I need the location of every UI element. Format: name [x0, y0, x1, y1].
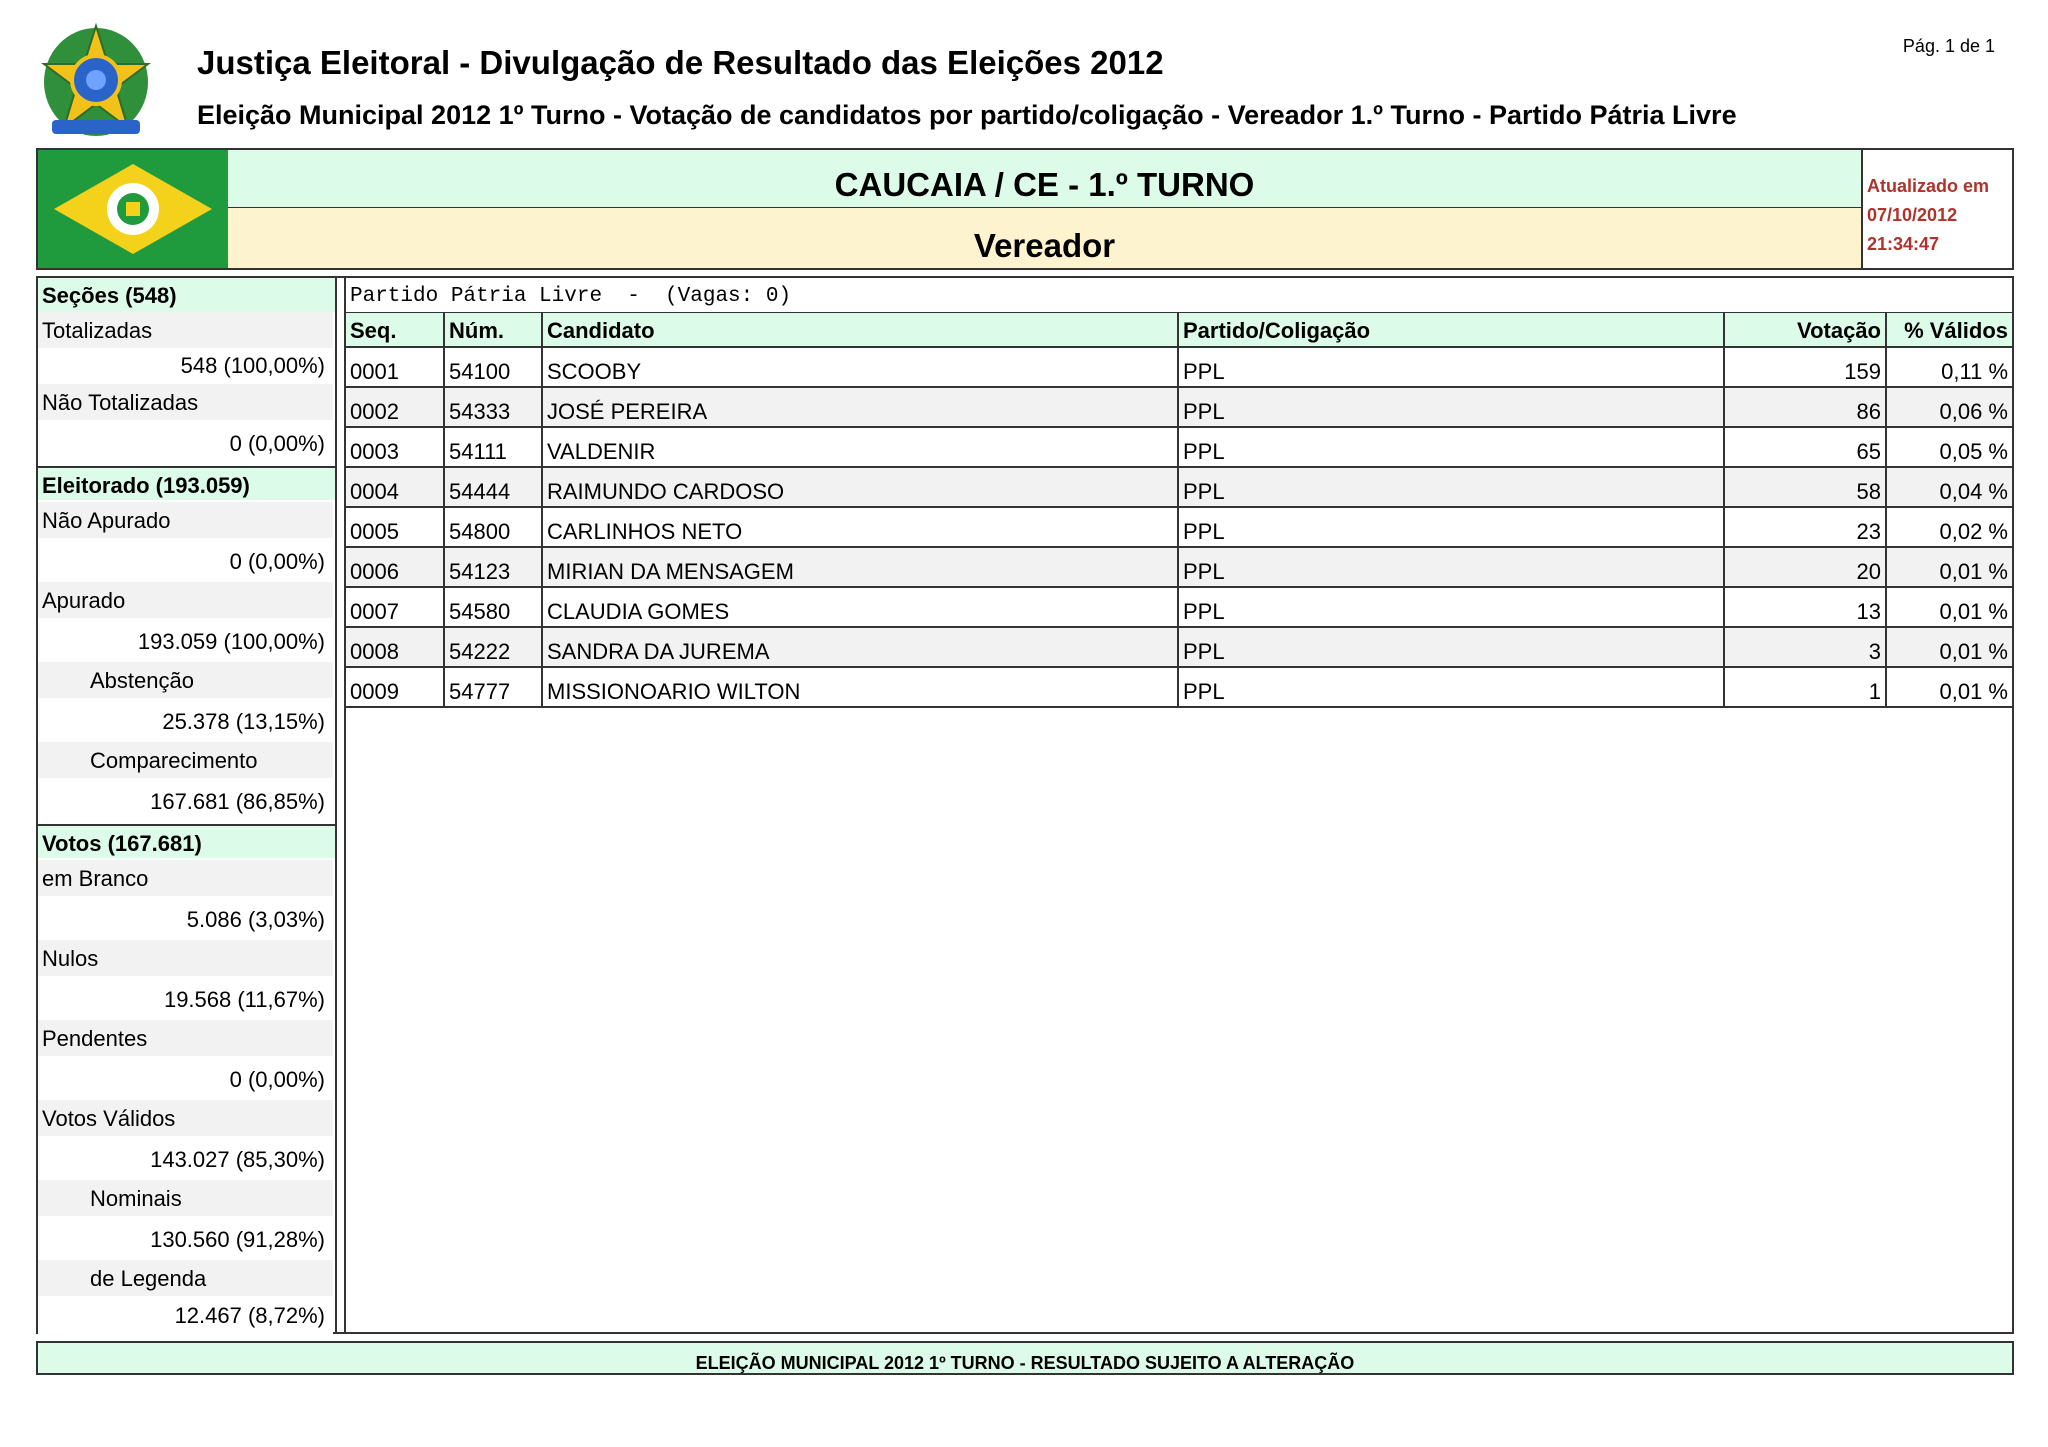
update-date: 07/10/2012 [1867, 205, 1958, 225]
cell-candidato: SANDRA DA JUREMA [542, 627, 1178, 667]
cell-num: 54580 [444, 587, 542, 627]
cell-num: 54444 [444, 467, 542, 507]
election-banner [36, 148, 2014, 270]
totalizadas-value: 548 (100,00%) [38, 348, 333, 384]
cell-partido: PPL [1178, 587, 1724, 627]
cell-partido: PPL [1178, 667, 1724, 707]
cell-votacao: 86 [1724, 387, 1886, 427]
cell-seq: 0007 [346, 587, 444, 627]
update-time: 21:34:47 [1867, 234, 1940, 254]
update-info [1861, 150, 2012, 268]
table-body [346, 347, 2012, 707]
page-number: Pág. 1 de 1 [1902, 36, 1995, 56]
validos-value: 143.027 (85,30%) [38, 1142, 333, 1178]
secoes-heading: Seções (548) [38, 278, 335, 312]
col-partido: Partido/Coligação [1178, 313, 1724, 347]
cell-candidato: JOSÉ PEREIRA [542, 387, 1178, 427]
nulos-value: 19.568 (11,67%) [38, 982, 333, 1018]
table-row [346, 587, 2012, 627]
cell-validos: 0,01 % [1886, 547, 2012, 587]
footer-notice: ELEIÇÃO MUNICIPAL 2012 1º TURNO - RESULTADO SUJEITO A ALTERAÇÃO [36, 1341, 2014, 1375]
pendentes-label: Pendentes [38, 1020, 333, 1056]
nominais-label: Nominais [38, 1180, 333, 1216]
cell-candidato: MIRIAN DA MENSAGEM [542, 547, 1178, 587]
candidates-table [346, 312, 2012, 708]
cell-votacao: 159 [1724, 347, 1886, 387]
cell-seq: 0006 [346, 547, 444, 587]
votos-heading: Votos (167.681) [38, 824, 335, 858]
cell-validos: 0,05 % [1886, 427, 2012, 467]
col-candidato: Candidato [542, 313, 1178, 347]
cell-partido: PPL [1178, 347, 1724, 387]
cell-num: 54800 [444, 507, 542, 547]
table-row [346, 427, 2012, 467]
cell-num: 54111 [444, 427, 542, 467]
validos-label: Votos Válidos [38, 1100, 333, 1136]
cell-validos: 0,06 % [1886, 387, 2012, 427]
table-row [346, 347, 2012, 387]
cell-votacao: 58 [1724, 467, 1886, 507]
cell-votacao: 23 [1724, 507, 1886, 547]
cell-candidato: SCOOBY [542, 347, 1178, 387]
apurado-label: Apurado [38, 582, 333, 618]
office-title: Vereador [228, 208, 1861, 268]
cell-seq: 0004 [346, 467, 444, 507]
comparecimento-label: Comparecimento [38, 742, 333, 778]
table-row [346, 467, 2012, 507]
eleitorado-heading: Eleitorado (193.059) [38, 466, 335, 500]
col-votacao: Votação [1724, 313, 1886, 347]
results-frame [36, 276, 2014, 1334]
nao-apurado-value: 0 (0,00%) [38, 544, 333, 580]
pendentes-value: 0 (0,00%) [38, 1062, 333, 1098]
branco-label: em Branco [38, 860, 333, 896]
nominais-value: 130.560 (91,28%) [38, 1222, 333, 1258]
col-seq: Seq. [346, 313, 444, 347]
cell-votacao: 13 [1724, 587, 1886, 627]
cell-validos: 0,01 % [1886, 627, 2012, 667]
page-subtitle: Eleição Municipal 2012 1º Turno - Votação de candidatos por partido/coligação - Vereador 1.º Turno - Partido Pátria Livre [197, 100, 1737, 130]
cell-seq: 0005 [346, 507, 444, 547]
abstencao-value: 25.378 (13,15%) [38, 704, 333, 740]
cell-num: 54333 [444, 387, 542, 427]
cell-partido: PPL [1178, 627, 1724, 667]
cell-seq: 0003 [346, 427, 444, 467]
comparecimento-value: 167.681 (86,85%) [38, 784, 333, 820]
nao-totalizadas-value: 0 (0,00%) [38, 426, 333, 462]
cell-validos: 0,11 % [1886, 347, 2012, 387]
cell-candidato: MISSIONOARIO WILTON [542, 667, 1178, 707]
cell-seq: 0008 [346, 627, 444, 667]
cell-votacao: 20 [1724, 547, 1886, 587]
abstencao-label: Abstenção [38, 662, 333, 698]
table-row [346, 547, 2012, 587]
cell-seq: 0009 [346, 667, 444, 707]
nulos-label: Nulos [38, 940, 333, 976]
cell-seq: 0002 [346, 387, 444, 427]
col-validos: % Válidos [1886, 313, 2012, 347]
table-row [346, 627, 2012, 667]
col-num: Núm. [444, 313, 542, 347]
table-row [346, 387, 2012, 427]
cell-validos: 0,02 % [1886, 507, 2012, 547]
branco-value: 5.086 (3,03%) [38, 902, 333, 938]
cell-num: 54123 [444, 547, 542, 587]
nao-apurado-label: Não Apurado [38, 502, 333, 538]
panel-divider [335, 278, 346, 1332]
cell-num: 54777 [444, 667, 542, 707]
ceara-state-flag-icon [38, 150, 228, 268]
summary-panel [38, 278, 335, 1332]
candidates-panel [346, 278, 2012, 1332]
legenda-value: 12.467 (8,72%) [38, 1298, 333, 1334]
cell-partido: PPL [1178, 387, 1724, 427]
cell-candidato: CLAUDIA GOMES [542, 587, 1178, 627]
cell-partido: PPL [1178, 467, 1724, 507]
update-label: Atualizado em [1867, 176, 1990, 196]
cell-candidato: CARLINHOS NETO [542, 507, 1178, 547]
table-row [346, 667, 2012, 707]
cell-votacao: 65 [1724, 427, 1886, 467]
cell-candidato: VALDENIR [542, 427, 1178, 467]
cell-num: 54222 [444, 627, 542, 667]
table-header-row [346, 313, 2012, 347]
nao-totalizadas-label: Não Totalizadas [38, 384, 333, 420]
table-row [346, 507, 2012, 547]
cell-partido: PPL [1178, 427, 1724, 467]
cell-num: 54100 [444, 347, 542, 387]
city-title: CAUCAIA / CE - 1.º TURNO [228, 150, 1861, 208]
cell-validos: 0,01 % [1886, 667, 2012, 707]
totalizadas-label: Totalizadas [38, 312, 333, 348]
cell-candidato: RAIMUNDO CARDOSO [542, 467, 1178, 507]
cell-validos: 0,01 % [1886, 587, 2012, 627]
cell-partido: PPL [1178, 507, 1724, 547]
cell-seq: 0001 [346, 347, 444, 387]
cell-votacao: 3 [1724, 627, 1886, 667]
cell-votacao: 1 [1724, 667, 1886, 707]
page-title: Justiça Eleitoral - Divulgação de Resultado das Eleições 2012 [197, 44, 1164, 81]
apurado-value: 193.059 (100,00%) [38, 624, 333, 660]
cell-partido: PPL [1178, 547, 1724, 587]
legenda-label: de Legenda [38, 1260, 333, 1296]
brazil-coat-of-arms-icon [36, 20, 156, 144]
party-info: Partido Pátria Livre - (Vagas: 0) [350, 285, 792, 308]
cell-validos: 0,04 % [1886, 467, 2012, 507]
